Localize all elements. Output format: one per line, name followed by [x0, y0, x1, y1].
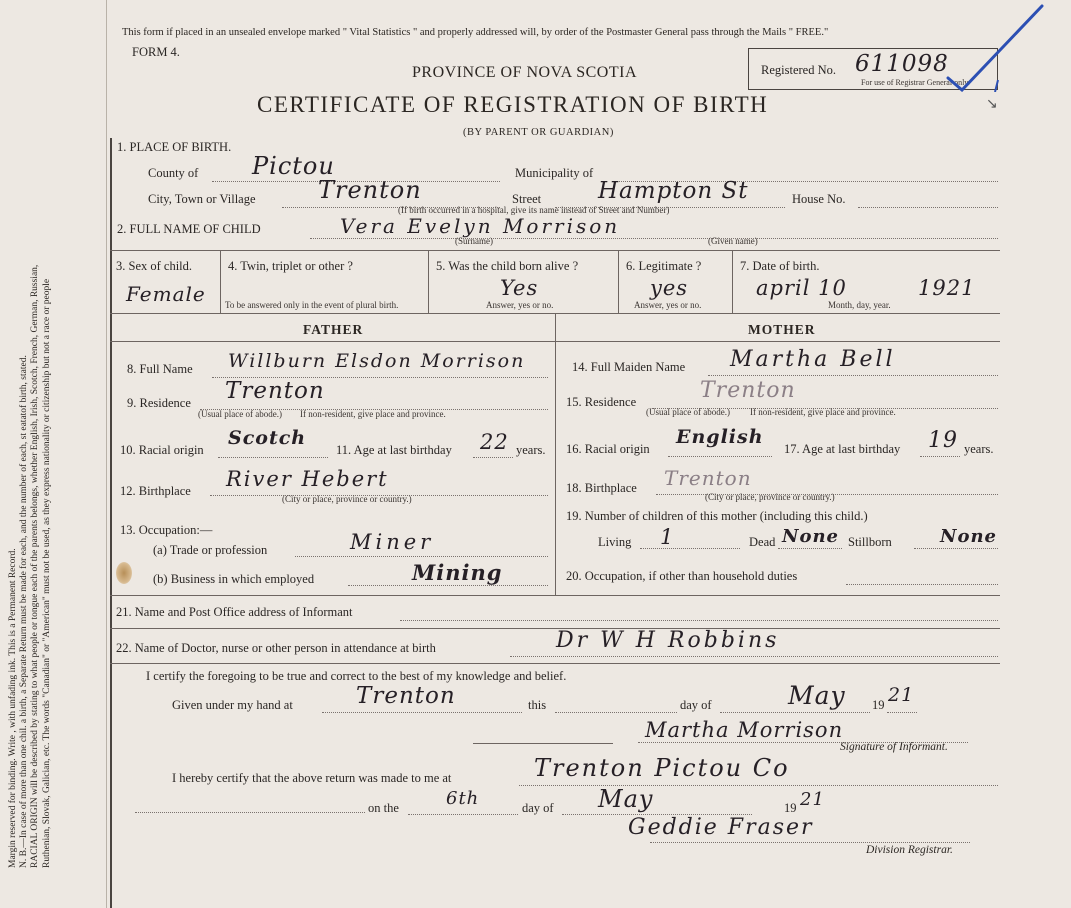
- father-residence-label: 9. Residence: [127, 396, 191, 410]
- father-residence-value: Trenton: [225, 378, 325, 404]
- father-heading: FATHER: [303, 322, 364, 337]
- mother-residence-label: 15. Residence: [566, 395, 637, 409]
- mother-heading: MOTHER: [748, 322, 816, 337]
- signature-informant-label: Signature of Informant.: [840, 741, 948, 753]
- children-count-label: 19. Number of children of this mother (including this child.): [566, 509, 868, 523]
- return-place-value: Trenton Pictou Co: [534, 754, 790, 782]
- twin-label: 4. Twin, triplet or other ?: [228, 259, 353, 273]
- father-trade-value: Miner: [350, 530, 435, 554]
- county-label: County of: [148, 166, 199, 180]
- province-title: PROVINCE OF NOVA SCOTIA: [412, 64, 638, 81]
- father-residence-note: If non-resident, give place and province.: [300, 409, 446, 419]
- month2-value: May: [598, 785, 654, 813]
- certify-statement: I certify the foregoing to be true and correct to the best of my knowledge and belief.: [146, 669, 567, 683]
- mother-age-value: 19: [928, 428, 958, 453]
- father-business-value: Mining: [412, 560, 503, 585]
- return-statement: I hereby certify that the above return was made to me at: [172, 771, 452, 785]
- margin-note-1: Margin reserved for binding. Write , with unfading ink. This is a Permanent Record.: [8, 548, 18, 868]
- registered-number: 611098: [855, 51, 949, 77]
- margin-note-3: RACIAL ORIGIN will be described by stating to what people or tongue each of the parents belongs, whether English, Irish, Scotch, French, German, Russian,: [30, 264, 41, 868]
- father-name-label: 8. Full Name: [127, 362, 193, 376]
- left-border: [110, 138, 112, 908]
- twin-note: To be answered only in the event of plural birth.: [225, 300, 399, 310]
- year-suffix: 21: [888, 684, 915, 706]
- sex-label: 3. Sex of child.: [116, 259, 193, 273]
- day-value: 6th: [446, 788, 480, 809]
- street-value: Hampton St: [598, 178, 749, 204]
- registrar-note: For use of Registrar General only.: [861, 78, 970, 87]
- form-number: FORM 4.: [132, 45, 180, 59]
- mother-age-unit: years.: [964, 442, 994, 456]
- doctor-label: 22. Name of Doctor, nurse or other person in attendance at birth: [116, 641, 436, 655]
- legitimate-hint: Answer, yes or no.: [634, 300, 702, 310]
- margin-note-2: N. B.—In case of more than one chil. a birth, a Separate Return must be made for each, and the number of each, st eatatof birth, stated.: [19, 355, 30, 868]
- alive-value: Yes: [500, 276, 539, 300]
- blue-check-mark-icon: [940, 0, 1050, 92]
- father-trade-label: (a) Trade or profession: [153, 543, 268, 557]
- place-heading: 1. PLACE OF BIRTH.: [117, 140, 232, 154]
- year-prefix: 19: [872, 698, 885, 712]
- informant-address-label: 21. Name and Post Office address of Informant: [116, 605, 353, 619]
- hospital-note: (If birth occurred in a hospital, give its name instead of Street and Number): [398, 205, 670, 215]
- mother-residence-hint: (Usual place of abode.): [646, 407, 730, 417]
- mother-occupation-label: 20. Occupation, if other than household duties: [566, 569, 798, 583]
- dob-month-day: april 10: [756, 276, 847, 300]
- alive-hint: Answer, yes or no.: [486, 300, 554, 310]
- month-value: May: [788, 681, 846, 710]
- registrar-signature: Geddie Fraser: [628, 815, 814, 840]
- doctor-value: Dr W H Robbins: [556, 628, 780, 653]
- mother-racial-value: English: [676, 426, 764, 448]
- stillborn-value: None: [940, 526, 997, 547]
- legitimate-label: 6. Legitimate ?: [626, 259, 702, 273]
- child-name-label: 2. FULL NAME OF CHILD: [117, 222, 261, 236]
- municipality-label: Municipality of: [515, 166, 594, 180]
- informant-signature: Martha Morrison: [645, 718, 844, 742]
- day-of-label-2: day of: [522, 801, 554, 815]
- sex-value: Female: [126, 282, 206, 306]
- father-name-value: Willburn Elsdon Morrison: [228, 350, 526, 372]
- living-label: Living: [598, 535, 632, 549]
- margin-notes: [8, 0, 53, 868]
- registered-label: Registered No.: [761, 63, 836, 77]
- division-registrar-label: Division Registrar.: [866, 844, 953, 856]
- mother-racial-label: 16. Racial origin: [566, 442, 650, 456]
- given-under-label: Given under my hand at: [172, 698, 293, 712]
- house-label: House No.: [792, 192, 846, 206]
- child-name-value: Vera Evelyn Morrison: [340, 214, 621, 238]
- father-occupation-label: 13. Occupation:—: [120, 523, 213, 537]
- father-birthplace-value: River Hebert: [226, 467, 389, 491]
- county-value: Pictou: [252, 152, 335, 180]
- father-age-value: 22: [480, 430, 509, 454]
- mother-age-label: 17. Age at last birthday: [784, 442, 901, 456]
- mother-birthplace-value: Trenton: [664, 466, 752, 490]
- pencil-mark-icon: ↘: [986, 97, 998, 112]
- father-racial-value: Scotch: [228, 427, 307, 449]
- alive-label: 5. Was the child born alive ?: [436, 259, 579, 273]
- year2-prefix: 19: [784, 801, 797, 815]
- legitimate-value: yes: [650, 276, 689, 300]
- margin-note-4: Ruthenian, Slovak, Galician, etc. The words "Canadian" or "American" must not be used, as they express nationality or citizenship but not a race or people: [41, 278, 52, 868]
- father-age-unit: years.: [516, 443, 546, 457]
- city-value: Trenton: [318, 176, 422, 204]
- mother-name-value: Martha Bell: [730, 347, 896, 372]
- mother-birthplace-label: 18. Birthplace: [566, 481, 637, 495]
- mother-residence-value: Trenton: [700, 378, 796, 403]
- father-birthplace-label: 12. Birthplace: [120, 484, 191, 498]
- day-of-label: day of: [680, 698, 712, 712]
- father-age-label: 11. Age at last birthday: [336, 443, 452, 457]
- dead-value: None: [782, 526, 839, 547]
- dob-year: 1921: [918, 276, 976, 300]
- surname-hint: (Surname): [455, 236, 493, 246]
- on-the-label: on the: [368, 801, 399, 815]
- living-value: 1: [660, 525, 675, 549]
- stillborn-label: Stillborn: [848, 535, 892, 549]
- street-label: Street: [512, 192, 542, 206]
- dob-hint: Month, day, year.: [828, 300, 891, 310]
- mother-residence-note: If non-resident, give place and province.: [750, 407, 896, 417]
- paper-stain: [116, 562, 132, 584]
- mother-birthplace-hint: (City or place, province or country.): [705, 492, 835, 502]
- dead-label: Dead: [749, 535, 776, 549]
- dob-label: 7. Date of birth.: [740, 259, 820, 273]
- father-business-label: (b) Business in which employed: [153, 572, 315, 586]
- father-birthplace-hint: (City or place, province or country.): [282, 494, 412, 504]
- father-racial-label: 10. Racial origin: [120, 443, 204, 457]
- certificate-subtitle: (BY PARENT OR GUARDIAN): [463, 127, 614, 138]
- year2-suffix: 21: [800, 789, 825, 810]
- given-place-value: Trenton: [356, 683, 456, 709]
- city-label: City, Town or Village: [148, 192, 256, 206]
- father-residence-hint: (Usual place of abode.): [198, 409, 282, 419]
- certificate-title: CERTIFICATE OF REGISTRATION OF BIRTH: [257, 92, 769, 117]
- given-name-hint: (Given name): [708, 236, 758, 246]
- mother-name-label: 14. Full Maiden Name: [572, 360, 686, 374]
- this-label: this: [528, 698, 547, 712]
- mailing-notice: This form if placed in an unsealed envelope marked " Vital Statistics " and properly addressed will, by order of the Postmaster General pass through the Mails " FREE.": [122, 27, 829, 38]
